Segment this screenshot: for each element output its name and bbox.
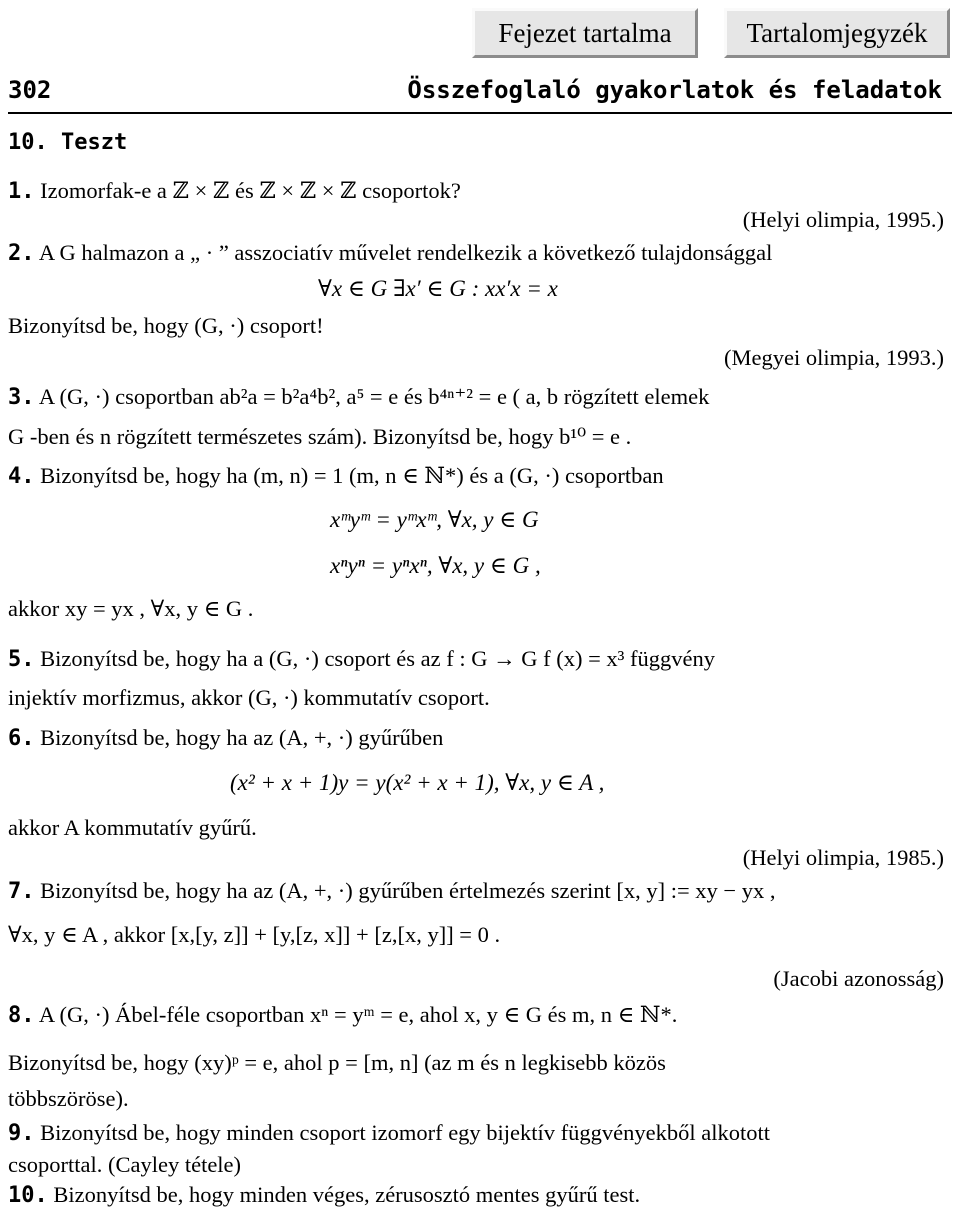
problem-text: A G halmazon a „ · ” asszociatív művelet rendelkezik a következő tulajdonsággal [38,240,773,265]
problem-4 [8,463,664,489]
problem-text: Bizonyítsd be, hogy ha az (A, +, ·) gyűrűben értelmezés szerint [x, y] := xy − yx , [40,878,776,903]
table-of-contents-button[interactable]: Tartalomjegyzék [724,8,950,58]
problem-6-text2: akkor A kommutatív gyűrű. [8,815,257,840]
problem-2-text2: Bizonyítsd be, hogy (G, ·) csoport! [8,313,324,338]
problem-number: 3. [8,385,35,410]
test-title: 10. Teszt [8,130,128,155]
problem-4-formula-1: xᵐyᵐ = yᵐxᵐ, ∀x, y ∈ G [330,507,539,532]
header-rule [8,112,952,114]
problem-8-text3: többszöröse). [8,1086,129,1111]
problem-number: 6. [8,726,35,751]
problem-4-text2: akkor xy = yx , ∀x, y ∈ G . [8,596,254,621]
problem-2-formula: ∀x ∈ G ∃x′ ∈ G : xx′x = x [318,276,558,301]
problem-number: 5. [8,647,35,672]
problem-1 [8,178,461,204]
problem-text: Bizonyítsd be, hogy ha (m, n) = 1 (m, n ∈ ℕ*) és a (G, ·) csoportban [40,463,664,488]
problem-text: A (G, ·) csoportban ab²a = b²a⁴b², a⁵ = e és b⁴ⁿ⁺² = e ( a, b rögzített elemek [38,384,710,409]
problem-5 [8,646,715,672]
page-number: 302 [8,76,52,104]
problem-7 [8,878,776,904]
problem-text: Izomorfak-e a ℤ × ℤ és ℤ × ℤ × ℤ csoportok? [40,178,461,203]
problem-number: 2. [8,241,35,266]
chapter-contents-button[interactable]: Fejezet tartalma [472,8,698,58]
problem-number: 7. [8,879,35,904]
problem-9-text2: csoporttal. (Cayley tétele) [8,1152,242,1177]
problem-3-text2: G -ben és n rögzített természetes szám). Bizonyítsd be, hogy b¹⁰ = e . [8,424,632,449]
problem-number: 4. [8,464,35,489]
problem-2 [8,240,772,266]
problem-8-text2: Bizonyítsd be, hogy (xy)ᵖ = e, ahol p = [m, n] (az m és n legkisebb közös [8,1050,666,1075]
problem-text: A (G, ·) Ábel-féle csoportban xⁿ = yᵐ = e, ahol x, y ∈ G és m, n ∈ ℕ*. [38,1002,678,1027]
section-title: Összefoglaló gyakorlatok és feladatok [407,76,942,104]
problem-1-source: (Helyi olimpia, 1995.) [742,207,944,232]
problem-9 [8,1120,770,1146]
problem-6 [8,725,443,751]
problem-6-source: (Helyi olimpia, 1985.) [742,845,944,870]
problem-number: 8. [8,1003,35,1028]
problem-number: 9. [8,1121,35,1146]
problem-text: Bizonyítsd be, hogy ha az (A, +, ·) gyűrűben [40,725,444,750]
problem-number: 10. [8,1183,48,1208]
problem-10 [8,1182,640,1208]
problem-4-formula-2: xⁿyⁿ = yⁿxⁿ, ∀x, y ∈ G , [330,553,541,578]
problem-text: Bizonyítsd be, hogy ha a (G, ·) csoport és az f : G → G f (x) = x³ függvény [40,646,716,671]
problem-2-source: (Megyei olimpia, 1993.) [724,345,944,370]
problem-text: Bizonyítsd be, hogy minden csoport izomorf egy bijektív függvényekből alkotott [40,1120,771,1145]
problem-7-source: (Jacobi azonosság) [773,966,944,991]
problem-7-text2: ∀x, y ∈ A , akkor [x,[y, z]] + [y,[z, x]] + [z,[x, y]] = 0 . [8,922,501,947]
problem-number: 1. [8,179,35,204]
problem-8 [8,1002,677,1028]
problem-5-text2: injektív morfizmus, akkor (G, ·) kommutatív csoport. [8,685,490,710]
problem-6-formula: (x² + x + 1)y = y(x² + x + 1), ∀x, y ∈ A , [230,770,605,795]
problem-text: Bizonyítsd be, hogy minden véges, zérusosztó mentes gyűrű test. [53,1182,641,1207]
problem-3 [8,384,709,410]
